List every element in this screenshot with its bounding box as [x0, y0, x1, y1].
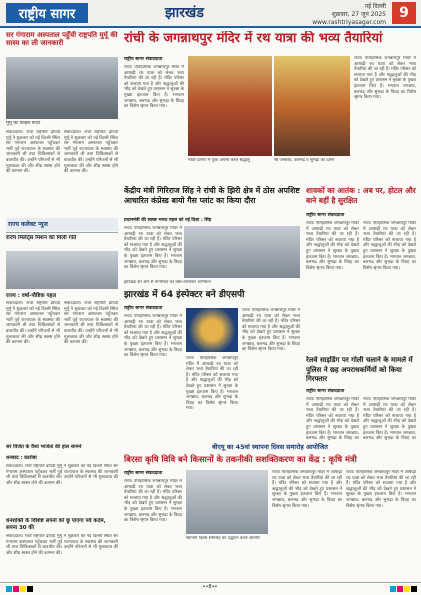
- left-body-5: संवाददाता। रांची राष्ट्रपति द्रौपदी मुर्मू ने शुक्रवार को नई दिल्ली स्थित सर गंगाराम अस्पताल पहुँचकर भर्ती पूर्व राज्यपाल के स्वास्थ्य की जानकारी ली तथा चिकित्सकों से बातचीत की। उन्होंने परिजनों से भी मुलाकात की और शीघ्र स्वस्थ होने की कामना की।: [6, 464, 118, 486]
- bau-body-1: रांची। ऐतिहासिक जगन्नाथपुर मंदिर में आषाढ़ी रथ यात्रा को लेकर भव्य तैयारियां की जा रही हैं। मंदिर परिसर को सजाया गया है और श्रद्धालुओं की भीड़ को देखते हुए प्रशासन ने सुरक्षा के पुख्ता इंतजाम किए हैं। भगवान जगन्नाथ, बलभद्र और सुभद्रा के विग्रह का विशेष श्रृंगार किया गया।: [124, 479, 182, 524]
- left-bottom-head: धनशक्ति के विशिष्ट सपनों को छू पाएगा पर्व कदम, सपना 30 की: [6, 518, 106, 531]
- bau-photo: [186, 470, 268, 534]
- railway-headline: रेलवे साइडिंग पर गोली चलाने के मामले में पुलिस ने छह अपराधकर्मियों को किया गिरफ्तार: [306, 356, 413, 383]
- divider: [6, 232, 118, 233]
- left-body-2: संवाददाता। रांची राष्ट्रपति द्रौपदी मुर्मू ने शुक्रवार को नई दिल्ली स्थित सर गंगाराम अस्पताल पहुँचकर भर्ती पूर्व राज्यपाल के स्वास्थ्य की जानकारी ली तथा चिकित्सकों से बातचीत की। उन्होंने परिजनों से भी मुलाकात की और शीघ्र स्वस्थ होने की कामना की।: [64, 130, 118, 175]
- band-label: राज्य कलेक्ट न्यूज: [8, 221, 48, 228]
- main-headline: रांची के जगन्नाथपुर मंदिर में रथ यात्रा की भव्य तैयारियां: [124, 31, 383, 46]
- minister-kicker: प्रधानमंत्री की स्वच्छ भारत पहल को नई दिशा : सिंह: [124, 218, 212, 223]
- terror-body-1: रांची। ऐतिहासिक जगन्नाथपुर मंदिर में आषाढ़ी रथ यात्रा को लेकर भव्य तैयारियां की जा रही हैं। मंदिर परिसर को सजाया गया है और श्रद्धालुओं की भीड़ को देखते हुए प्रशासन ने सुरक्षा के पुख्ता इंतजाम किए हैं। भगवान जगन्नाथ, बलभद्र और सुभद्रा के विग्रह का विशेष श्रृंगार किया गया।: [306, 221, 359, 271]
- main-photo-2: [274, 56, 350, 156]
- terror-body-2: रांची। ऐतिहासिक जगन्नाथपुर मंदिर में आषाढ़ी रथ यात्रा को लेकर भव्य तैयारियां की जा रही हैं। मंदिर परिसर को सजाया गया है और श्रद्धालुओं की भीड़ को देखते हुए प्रशासन ने सुरक्षा के पुख्ता इंतजाम किए हैं। भगवान जगन्नाथ, बलभद्र और सुभद्रा के विग्रह का विशेष श्रृंगार किया गया।: [363, 221, 416, 271]
- bau-body-2: रांची। ऐतिहासिक जगन्नाथपुर मंदिर में आषाढ़ी रथ यात्रा को लेकर भव्य तैयारियां की जा रही हैं। मंदिर परिसर को सजाया गया है और श्रद्धालुओं की भीड़ को देखते हुए प्रशासन ने सुरक्षा के पुख्ता इंतजाम किए हैं। भगवान जगन्नाथ, बलभद्र और सुभद्रा के विग्रह का विशेष श्रृंगार किया गया।: [272, 470, 342, 509]
- bau-byline: राष्ट्रीय सागर संवाददाता: [124, 471, 163, 476]
- minister-headline: केंद्रीय मंत्री गिरिराज सिंह ने रांची के झिरी क्षेत्र में ठोस अपशिष्ट आधारित कंप्रेस्ड बायो गैस प्लांट का किया दौरा: [124, 186, 300, 205]
- railway-body-2: रांची। ऐतिहासिक जगन्नाथपुर मंदिर में आषाढ़ी रथ यात्रा को लेकर भव्य तैयारियां की जा रही हैं। मंदिर परिसर को सजाया गया है और श्रद्धालुओं की भीड़ को देखते हुए प्रशासन ने सुरक्षा के पुख्ता इंतजाम किए हैं। भगवान जगन्नाथ, बलभद्र और सुभद्रा के विग्रह का: [363, 397, 416, 441]
- date-label: शुक्रवार, 27 जून 2025: [331, 11, 386, 18]
- main-byline: राष्ट्रीय सागर संवाददाता: [124, 57, 163, 62]
- left-photo: [6, 57, 118, 119]
- folio: ••8••: [202, 584, 218, 590]
- dsp-body-1: रांची। ऐतिहासिक जगन्नाथपुर मंदिर में आषाढ़ी रथ यात्रा को लेकर भव्य तैयारियां की जा रही हैं। मंदिर परिसर को सजाया गया है और श्रद्धालुओं की भीड़ को देखते हुए प्रशासन ने सुरक्षा के पुख्ता इंतजाम किए हैं। भगवान जगन्नाथ, बलभद्र और सुभद्रा के विग्रह का विशेष श्रृंगार किया गया।: [124, 314, 182, 359]
- section-title: झारखंड: [165, 5, 204, 21]
- dsp-headline: झारखंड में 64 इंस्पेक्टर बने डीएसपी: [124, 290, 245, 300]
- terror-headline: शावकों का आतंक : अब पर, होटल और बाने बहीं है सुरक्षित: [306, 186, 416, 205]
- footer-rule: [0, 582, 421, 583]
- bau-headline: बिरसा कृषि विवि बने किसानों के तकनीकी सशक्तिकरण का केंद्र : कृषि मंत्री: [124, 454, 357, 464]
- bau-body-3: रांची। ऐतिहासिक जगन्नाथपुर मंदिर में आषाढ़ी रथ यात्रा को लेकर भव्य तैयारियां की जा रही हैं। मंदिर परिसर को सजाया गया है और श्रद्धालुओं की भीड़ को देखते हुए प्रशासन ने सुरक्षा के पुख्ता इंतजाम किए हैं। भगवान जगन्नाथ, बलभद्र और सुभद्रा के विग्रह का विशेष श्रृंगार किया गया।: [346, 470, 416, 509]
- dsp-body-3: रांची। ऐतिहासिक जगन्नाथपुर मंदिर में आषाढ़ी रथ यात्रा को लेकर भव्य तैयारियां की जा रही हैं। मंदिर परिसर को सजाया गया है और श्रद्धालुओं की भीड़ को देखते हुए प्रशासन ने सुरक्षा के पुख्ता इंतजाम किए हैं। भगवान जगन्नाथ, बलभद्र और सुभद्रा के विग्रह का विशेष श्रृंगार किया गया।: [186, 356, 238, 412]
- railway-body-1: रांची। ऐतिहासिक जगन्नाथपुर मंदिर में आषाढ़ी रथ यात्रा को लेकर भव्य तैयारियां की जा रही हैं। मंदिर परिसर को सजाया गया है और श्रद्धालुओं की भीड़ को देखते हुए प्रशासन ने सुरक्षा के पुख्ता इंतजाम किए हैं। भगवान जगन्नाथ, बलभद्र और सुभद्रा के विग्रह का: [306, 397, 359, 441]
- left-body-3: संवाददाता। रांची राष्ट्रपति द्रौपदी मुर्मू ने शुक्रवार को नई दिल्ली स्थित सर गंगाराम अस्पताल पहुँचकर भर्ती पूर्व राज्यपाल के स्वास्थ्य की जानकारी ली तथा चिकित्सकों से बातचीत की। उन्होंने परिजनों से भी मुलाकात की और शीघ्र स्वस्थ होने की कामना की।: [6, 301, 60, 346]
- left-body-1: संवाददाता। रांची राष्ट्रपति द्रौपदी मुर्मू ने शुक्रवार को नई दिल्ली स्थित सर गंगाराम अस्पताल पहुँचकर भर्ती पूर्व राज्यपाल के स्वास्थ्य की जानकारी ली तथा चिकित्सकों से बातचीत की। उन्होंने परिजनों से भी मुलाकात की और शीघ्र स्वस्थ होने की कामना की।: [6, 130, 60, 175]
- dateline: [300, 3, 386, 27]
- left-body-6: संवाददाता। रांची राष्ट्रपति द्रौपदी मुर्मू ने शुक्रवार को नई दिल्ली स्थित सर गंगाराम अस्पताल पहुँचकर भर्ती पूर्व राज्यपाल के स्वास्थ्य की जानकारी ली तथा चिकित्सकों से बातचीत की। उन्होंने परिजनों से भी मुलाकात की और शीघ्र स्वस्थ होने की कामना की।: [6, 534, 118, 556]
- police-emblem-photo: [186, 308, 238, 352]
- dsp-body-2: रांची। ऐतिहासिक जगन्नाथपुर मंदिर में आषाढ़ी रथ यात्रा को लेकर भव्य तैयारियां की जा रही हैं। मंदिर परिसर को सजाया गया है और श्रद्धालुओं की भीड़ को देखते हुए प्रशासन ने सुरक्षा के पुख्ता इंतजाम किए हैं। भगवान जगन्नाथ, बलभद्र और सुभद्रा के विग्रह का विशेष श्रृंगार किया गया।: [242, 308, 300, 353]
- minister-photo: [184, 226, 300, 278]
- bau-kicker: बीएयू का 45वां स्थापना दिवस समारोह आयोजित: [212, 443, 328, 451]
- newspaper-logo: राष्ट्रीय सागर: [6, 3, 88, 23]
- main-caption-1: मंदिर प्रांगण में पूजा अर्चना करते श्रद्धालु: [188, 158, 250, 163]
- main-photo-1: [188, 56, 272, 156]
- band-sub: झारखंड की ओर से नागरिकों को वस्त्र-वेलफेयर अभियान: [124, 280, 211, 285]
- bau-caption: स्थापना दिवस समारोह का उद्घाटन करते अतिथि: [186, 536, 260, 541]
- left-body-4: संवाददाता। रांची राष्ट्रपति द्रौपदी मुर्मू ने शुक्रवार को नई दिल्ली स्थित सर गंगाराम अस्पताल पहुँचकर भर्ती पूर्व राज्यपाल के स्वास्थ्य की जानकारी ली तथा चिकित्सकों से बातचीत की। उन्होंने परिजनों से भी मुलाकात की और शीघ्र स्वस्थ होने की कामना की।: [64, 301, 118, 346]
- dsp-byline: राष्ट्रीय सागर संवाददाता: [124, 306, 163, 311]
- site-url: www.rashtriyasagar.com: [312, 19, 386, 26]
- left-box-photo: [6, 251, 118, 289]
- left-headline: सर गंगाराम अस्पताल पहुँची राष्ट्रपति मुर्मू की सास्य का ली जानकारी: [6, 31, 118, 47]
- left-lower-sub: धनबाद : कारोबा: [6, 455, 37, 461]
- left-lower-head: सर विजेत के वैश्व भाजेता की हाल सामने: [6, 444, 82, 450]
- main-caption-2: श्री जगन्नाथ, बलभद्र व सुभद्रा का दर्शन: [274, 158, 335, 163]
- minister-body-1: रांची। ऐतिहासिक जगन्नाथपुर मंदिर में आषाढ़ी रथ यात्रा को लेकर भव्य तैयारियां की जा रही हैं। मंदिर परिसर को सजाया गया है और श्रद्धालुओं की भीड़ को देखते हुए प्रशासन ने सुरक्षा के पुख्ता इंतजाम किए हैं। भगवान जगन्नाथ, बलभद्र और सुभद्रा के विग्रह का विशेष श्रृंगार किया गया।: [124, 226, 182, 271]
- railway-byline: राष्ट्रीय सागर संवाददाता: [306, 389, 345, 394]
- terror-byline: राष्ट्रीय सागर संवाददाता: [306, 213, 345, 218]
- left-box-head: राज्य मिलेट्स मिशन को मिली गति: [6, 235, 77, 241]
- color-strip-left: [6, 586, 33, 592]
- left-box-sub: राज्य : वर्षा-पौष्टिक पहल: [6, 293, 57, 299]
- left-caption: मुर्मू की फ़ाइल फ़ोटो: [6, 121, 41, 126]
- city-label: नई दिल्ली: [364, 3, 386, 10]
- main-body-1: रांची। ऐतिहासिक जगन्नाथपुर मंदिर में आषाढ़ी रथ यात्रा को लेकर भव्य तैयारियां की जा रही हैं। मंदिर परिसर को सजाया गया है और श्रद्धालुओं की भीड़ को देखते हुए प्रशासन ने सुरक्षा के पुख्ता इंतजाम किए हैं। भगवान जगन्नाथ, बलभद्र और सुभद्रा के विग्रह का विशेष श्रृंगार किया गया।: [124, 65, 184, 110]
- color-strip-right: [390, 586, 417, 592]
- page-number: 9: [392, 2, 416, 24]
- main-body-2: रांची। ऐतिहासिक जगन्नाथपुर मंदिर में आषाढ़ी रथ यात्रा को लेकर भव्य तैयारियां की जा रही हैं। मंदिर परिसर को सजाया गया है और श्रद्धालुओं की भीड़ को देखते हुए प्रशासन ने सुरक्षा के पुख्ता इंतजाम किए हैं। भगवान जगन्नाथ, बलभद्र और सुभद्रा के विग्रह का विशेष श्रृंगार किया गया।: [354, 56, 416, 101]
